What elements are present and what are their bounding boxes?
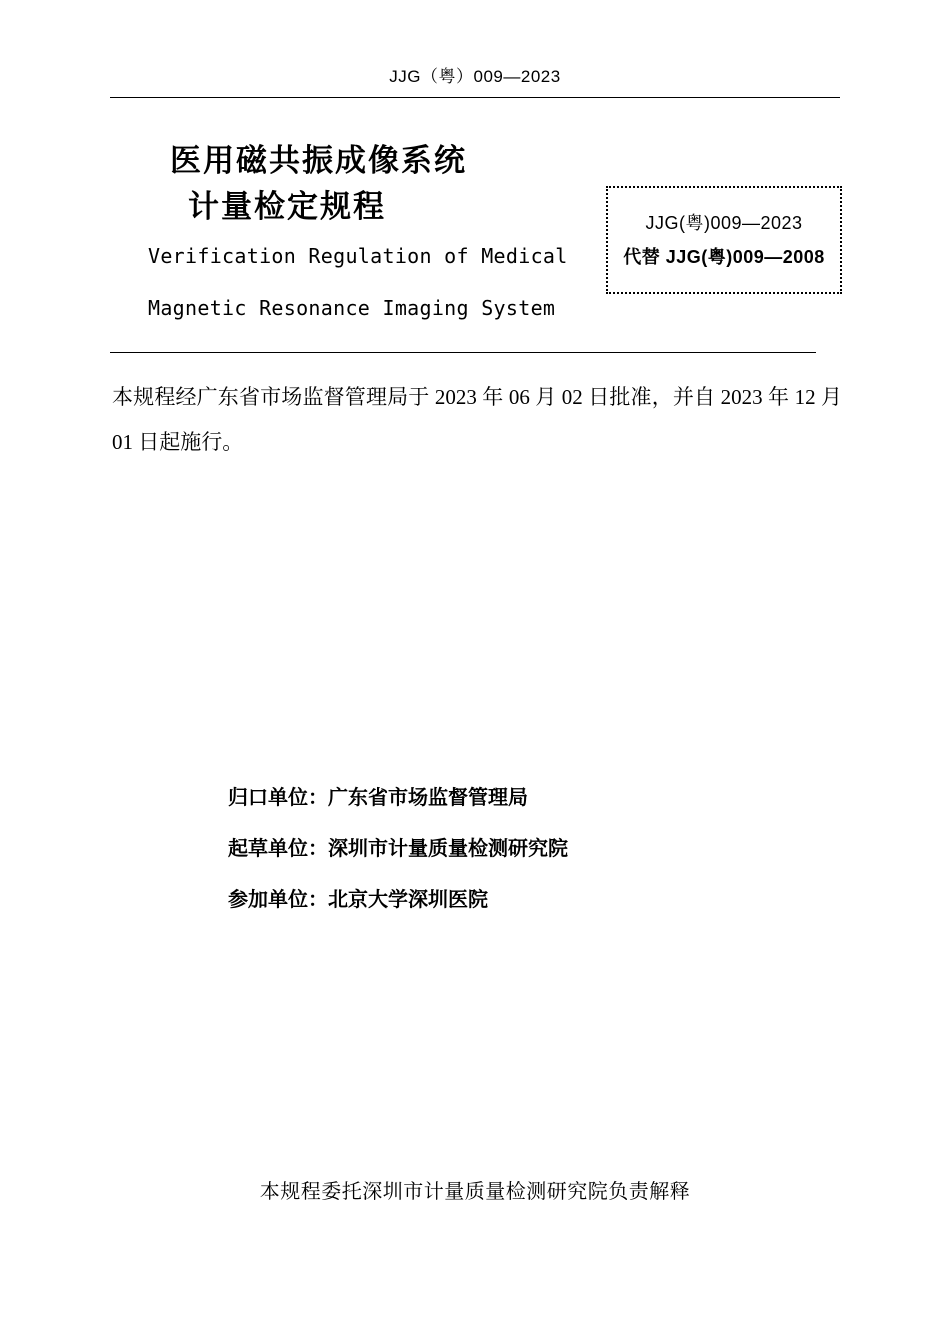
unit-label: 参加单位： [228,887,328,911]
footer-interpretation-note: 本规程委托深圳市计量质量检测研究院负责解释 [259,1179,691,1203]
unit-row [228,823,748,874]
title-block [148,138,568,334]
unit-value: 广东省市场监督管理局 [328,785,528,809]
unit-value: 深圳市计量质量检测研究院 [328,836,568,860]
header-standard-code: JJG（粤）009—2023 [389,67,561,86]
standard-code-box [606,186,842,294]
title-chinese-line-2: 计量检定规程 [188,189,386,225]
title-divider-rule [110,352,816,353]
unit-row [228,874,748,925]
unit-label: 归口单位： [228,785,328,809]
header-divider-rule [110,97,840,98]
title-english-line-2: Magnetic Resonance Imaging System [148,296,556,320]
title-chinese [148,138,568,230]
code-box-current-code: JJG(粤)009—2023 [645,213,803,233]
unit-row [228,772,748,823]
unit-label: 起草单位： [228,836,328,860]
title-english-line-1: Verification Regulation of Medical [148,244,568,268]
code-box-replaced-code: 代替 JJG(粤)009—2008 [623,247,825,267]
unit-value: 北京大学深圳医院 [328,887,488,911]
approval-paragraph: 本规程经广东省市场监督管理局于 2023 年 06 月 02 日批准，并自 2023 年 12 月 01 日起施行。 [112,385,842,454]
title-chinese-line-1: 医用磁共振成像系统 [170,143,467,179]
responsible-units-block [228,772,748,925]
